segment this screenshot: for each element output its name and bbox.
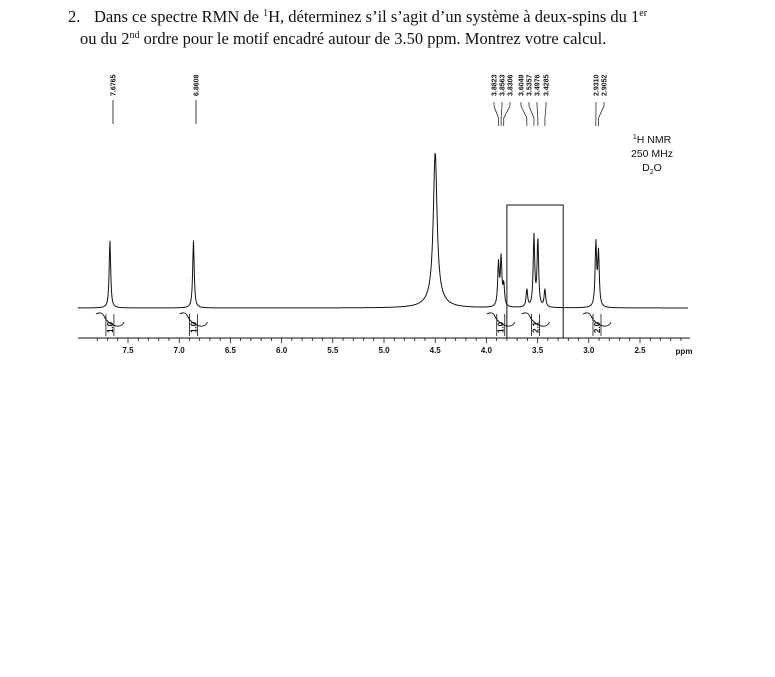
peak-label: 3.4285: [543, 74, 551, 96]
question-line-1: Dans ce spectre RMN de $^1$H, déterminez s’il s’agit d’un système à deux-spins du 1er: [94, 7, 648, 26]
x-axis-label: ppm: [675, 347, 693, 356]
peak-label: 3.6049: [518, 74, 526, 96]
peak-label: 3.8563: [499, 74, 507, 96]
peak-label-group: [111, 74, 609, 126]
integration-group: [96, 313, 611, 336]
peak-label: 3.5357: [526, 74, 534, 96]
peak-leader: [599, 102, 604, 126]
tick-label: 7.5: [122, 346, 134, 355]
integration-label: 2.0: [592, 321, 602, 333]
tick-label: 2.5: [634, 346, 646, 355]
integration-label: 2.1: [531, 321, 541, 333]
question-number: 2.: [68, 7, 81, 26]
peak-label: 6.8608: [193, 74, 201, 96]
peak-leader: [501, 102, 502, 126]
peak-leader: [521, 102, 527, 126]
tick-label: 7.0: [173, 346, 185, 355]
tick-label: 6.5: [224, 346, 236, 355]
solvent-label: $D_2O$: [642, 162, 662, 176]
x-axis: [78, 338, 692, 356]
spectrum-trace-group: [78, 153, 688, 338]
tick-label: 6.0: [276, 346, 288, 355]
nucleus-label: $^1$H NMR: [632, 134, 672, 146]
peak-leader: [537, 102, 538, 126]
peak-leader: [545, 102, 546, 126]
integration-label: 1.0: [105, 321, 115, 333]
tick-label: 3.5: [532, 346, 544, 355]
peak-label: 3.4976: [534, 74, 542, 96]
peak-leader: [494, 102, 498, 126]
spectrum-line: [78, 153, 688, 308]
frequency-label: 250 MHz: [630, 148, 674, 160]
peak-label: 3.8823: [491, 74, 499, 96]
peak-label: 7.6765: [110, 74, 118, 96]
tick-label: 4.0: [480, 346, 492, 355]
peak-label: 2.9310: [593, 74, 601, 96]
question-line-2: ou du 2nd ordre pour le motif encadré autour de 3.50 ppm. Montrez votre calcul.: [80, 29, 607, 48]
peak-leader: [529, 102, 534, 126]
peak-leader: [504, 102, 510, 126]
tick-label: 5.5: [327, 346, 339, 355]
tick-label: 3.0: [583, 346, 595, 355]
integration-label: 1.0: [189, 321, 199, 333]
tick-label: 4.5: [429, 346, 441, 355]
tick-label: 5.0: [378, 346, 390, 355]
integration-label: 1.0: [496, 321, 506, 333]
peak-label: 3.8306: [507, 74, 515, 96]
peak-label: 2.9052: [601, 74, 609, 96]
